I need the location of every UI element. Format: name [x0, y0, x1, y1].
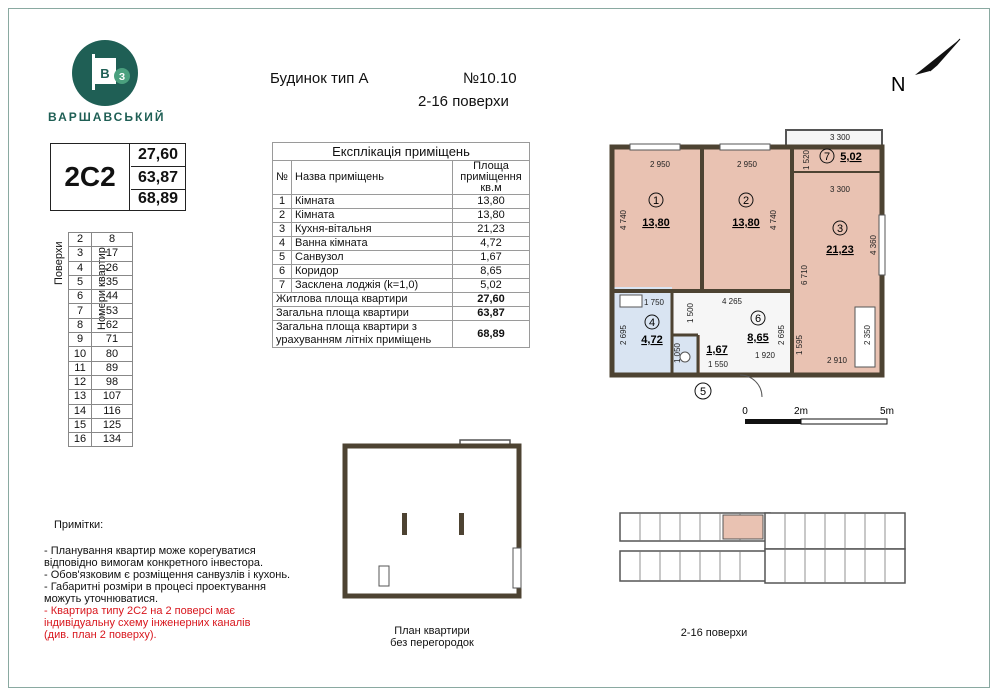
- scale-2m: 2m: [794, 406, 808, 417]
- room-7-no: 7: [823, 151, 831, 163]
- room-no: 2: [273, 209, 292, 223]
- building-type: Будинок тип А: [270, 70, 369, 87]
- floor-row: [69, 347, 133, 361]
- apartment-type-box: [50, 143, 186, 211]
- dim-1050: 1 050: [673, 342, 682, 364]
- col-name: Назва приміщень: [292, 161, 453, 195]
- dim-2350: 2 350: [863, 324, 872, 346]
- dim-6710: 6 710: [800, 264, 809, 286]
- notes-title: Примітки:: [54, 519, 104, 531]
- floor-row: [69, 233, 133, 247]
- dim-1750: 1 750: [643, 298, 665, 307]
- dim-1920: 1 920: [754, 351, 776, 360]
- room-no: 3: [273, 223, 292, 237]
- note-item: - Планування квартир може корегуватися відповідно вимогам конкретного інвестора.: [44, 545, 264, 569]
- empty-plan-caption: План квартири без перегородок: [390, 625, 474, 649]
- dim-2695a: 2 695: [619, 324, 628, 346]
- apartment-number-cell: 17: [92, 247, 133, 261]
- explication-row: [273, 195, 530, 209]
- svg-text:З: З: [118, 72, 126, 83]
- room-2-no: 2: [742, 195, 750, 207]
- dim-2950b: 2 950: [736, 160, 758, 169]
- total-name: Загальна площа квартири з урахуванням літніх приміщень: [273, 321, 453, 348]
- dim-1520: 1 520: [802, 149, 811, 171]
- apartment-number-cell: 80: [92, 347, 133, 361]
- col-no: №: [273, 161, 292, 195]
- room-6-no: 6: [754, 313, 762, 325]
- dim-1595: 1 595: [795, 334, 804, 356]
- floor-cell: 15: [69, 418, 92, 432]
- explication-total-row: [273, 321, 530, 348]
- total-area: 27,60: [453, 293, 530, 307]
- total-area: 63,87: [453, 307, 530, 321]
- floor-cell: 13: [69, 390, 92, 404]
- room-no: 5: [273, 251, 292, 265]
- floor-cell: 5: [69, 275, 92, 289]
- note-item: - Габаритні розміри в процесі проектування можуть уточнюватися.: [44, 581, 266, 605]
- numbers-label: Номери квартир: [96, 247, 108, 330]
- floor-row: [69, 375, 133, 389]
- floor-cell: 2: [69, 233, 92, 247]
- apartment-number-cell: 62: [92, 318, 133, 332]
- north-arrow-icon: [885, 35, 965, 95]
- floor-cell: 9: [69, 333, 92, 347]
- dim-3300a: 3 300: [829, 133, 851, 142]
- north-label: N: [891, 74, 906, 95]
- apartment-number-cell: 35: [92, 275, 133, 289]
- building-number: №10.10: [463, 70, 517, 87]
- explication-row: [273, 237, 530, 251]
- room-area: 13,80: [453, 195, 530, 209]
- empty-plan: [335, 438, 535, 603]
- floor-cell: 10: [69, 347, 92, 361]
- apartment-number-cell: 71: [92, 333, 133, 347]
- dim-4265: 4 265: [721, 297, 743, 306]
- apartment-number-cell: 26: [92, 261, 133, 275]
- floor-cell: 16: [69, 433, 92, 447]
- room-7-area: 5,02: [840, 151, 862, 163]
- room-area: 21,23: [453, 223, 530, 237]
- floor-row: [69, 418, 133, 432]
- room-name: Коридор: [292, 265, 453, 279]
- floor-row: [69, 390, 133, 404]
- note-item: - Обов'язковим є розміщення санвузлів і кухонь.: [44, 569, 291, 581]
- room-area: 5,02: [453, 279, 530, 293]
- scale-bar: [735, 404, 905, 429]
- floor-row: [69, 247, 133, 261]
- floor-plan-caption: 2-16 поверхи: [680, 627, 748, 639]
- room-2-area: 13,80: [732, 217, 760, 229]
- room-area: 13,80: [453, 209, 530, 223]
- explication-row: [273, 209, 530, 223]
- dim-2910: 2 910: [826, 356, 848, 365]
- explication-title: Експлікація приміщень: [273, 143, 530, 161]
- room-3-area: 21,23: [826, 244, 854, 256]
- room-name: Кімната: [292, 195, 453, 209]
- floor-cell: 3: [69, 247, 92, 261]
- total-name: Житлова площа квартири: [273, 293, 453, 307]
- floor-row: [69, 275, 133, 289]
- floor-cell: 11: [69, 361, 92, 375]
- summer-area: 68,89: [137, 190, 179, 207]
- room-no: 6: [273, 265, 292, 279]
- room-name: Кімната: [292, 209, 453, 223]
- floor-table: [68, 232, 165, 447]
- room-no: 7: [273, 279, 292, 293]
- room-3-no: 3: [836, 223, 844, 235]
- floor-row: [69, 261, 133, 275]
- apartment-plan: [600, 125, 900, 425]
- floor-row: [69, 304, 133, 318]
- floor-cell: 6: [69, 290, 92, 304]
- floor-cell: 12: [69, 375, 92, 389]
- floor-row: [69, 361, 133, 375]
- apartment-number-cell: 125: [92, 418, 133, 432]
- total-name: Загальна площа квартири: [273, 307, 453, 321]
- total-area: 68,89: [453, 321, 530, 348]
- notes-red: - Квартира типу 2С2 на 2 поверсі має індивідуальну схему інженерних каналів (див. план 2 поверху).: [44, 605, 251, 641]
- col-area: Площа приміщення кв.м: [453, 161, 530, 195]
- explication-total-row: [273, 293, 530, 307]
- explication-total-row: [273, 307, 530, 321]
- total-area: 63,87: [131, 166, 185, 190]
- dim-2695b: 2 695: [777, 324, 786, 346]
- room-name: Ванна кімната: [292, 237, 453, 251]
- apartment-number-cell: 8: [92, 233, 133, 247]
- floor-row: [69, 318, 133, 332]
- entrance-no: 5: [699, 386, 707, 398]
- apartment-number-cell: 134: [92, 433, 133, 447]
- scale-0: 0: [742, 406, 748, 417]
- floor-row: [69, 404, 133, 418]
- explication-row: [273, 265, 530, 279]
- apartment-number-cell: 107: [92, 390, 133, 404]
- scale-5m: 5m: [880, 406, 894, 417]
- apartment-number-cell: 116: [92, 404, 133, 418]
- explication-row: [273, 251, 530, 265]
- apartment-code: 2С2: [51, 144, 130, 210]
- room-name: Санвузол: [292, 251, 453, 265]
- dim-3300b: 3 300: [829, 185, 851, 194]
- dim-1500: 1 500: [686, 302, 695, 324]
- dim-2950a: 2 950: [649, 160, 671, 169]
- floor-row: [69, 433, 133, 447]
- room-1-no: 1: [652, 195, 660, 207]
- floor-cell: 4: [69, 261, 92, 275]
- explication-row: [273, 223, 530, 237]
- floor-cell: 14: [69, 404, 92, 418]
- room-4-no: 4: [648, 317, 656, 329]
- room-name: Засклена лоджія (k=1,0): [292, 279, 453, 293]
- explication-table: [272, 142, 530, 348]
- room-area: 1,67: [453, 251, 530, 265]
- dim-4740b: 4 740: [769, 209, 778, 231]
- brand-name: ВАРШАВСЬКИЙ: [48, 110, 166, 124]
- floor-plan: [615, 503, 915, 603]
- room-name: Кухня-вітальня: [292, 223, 453, 237]
- room-area: 8,65: [453, 265, 530, 279]
- floor-row: [69, 290, 133, 304]
- explication-row: [273, 279, 530, 293]
- floor-row: [69, 333, 133, 347]
- room-1-area: 13,80: [642, 217, 670, 229]
- floor-cell: 8: [69, 318, 92, 332]
- logo-icon: [70, 38, 140, 108]
- notes: [44, 519, 304, 641]
- apartment-number-cell: 89: [92, 361, 133, 375]
- apartment-number-cell: 53: [92, 304, 133, 318]
- room-area: 4,72: [453, 237, 530, 251]
- room-6-area: 8,65: [747, 332, 769, 344]
- dim-4740a: 4 740: [619, 209, 628, 231]
- living-area: 27,60: [137, 146, 179, 163]
- room-no: 1: [273, 195, 292, 209]
- apartment-number-cell: 44: [92, 290, 133, 304]
- room-5-area: 1,67: [706, 344, 728, 356]
- apartment-number-cell: 98: [92, 375, 133, 389]
- dim-4360: 4 360: [869, 234, 878, 256]
- floor-cell: 7: [69, 304, 92, 318]
- room-no: 4: [273, 237, 292, 251]
- room-4-area: 4,72: [641, 334, 663, 346]
- dim-1550: 1 550: [707, 360, 729, 369]
- svg-text:В: В: [100, 66, 110, 81]
- floors-label: Поверхи: [53, 241, 65, 285]
- floors-range: 2-16 поверхи: [418, 93, 509, 110]
